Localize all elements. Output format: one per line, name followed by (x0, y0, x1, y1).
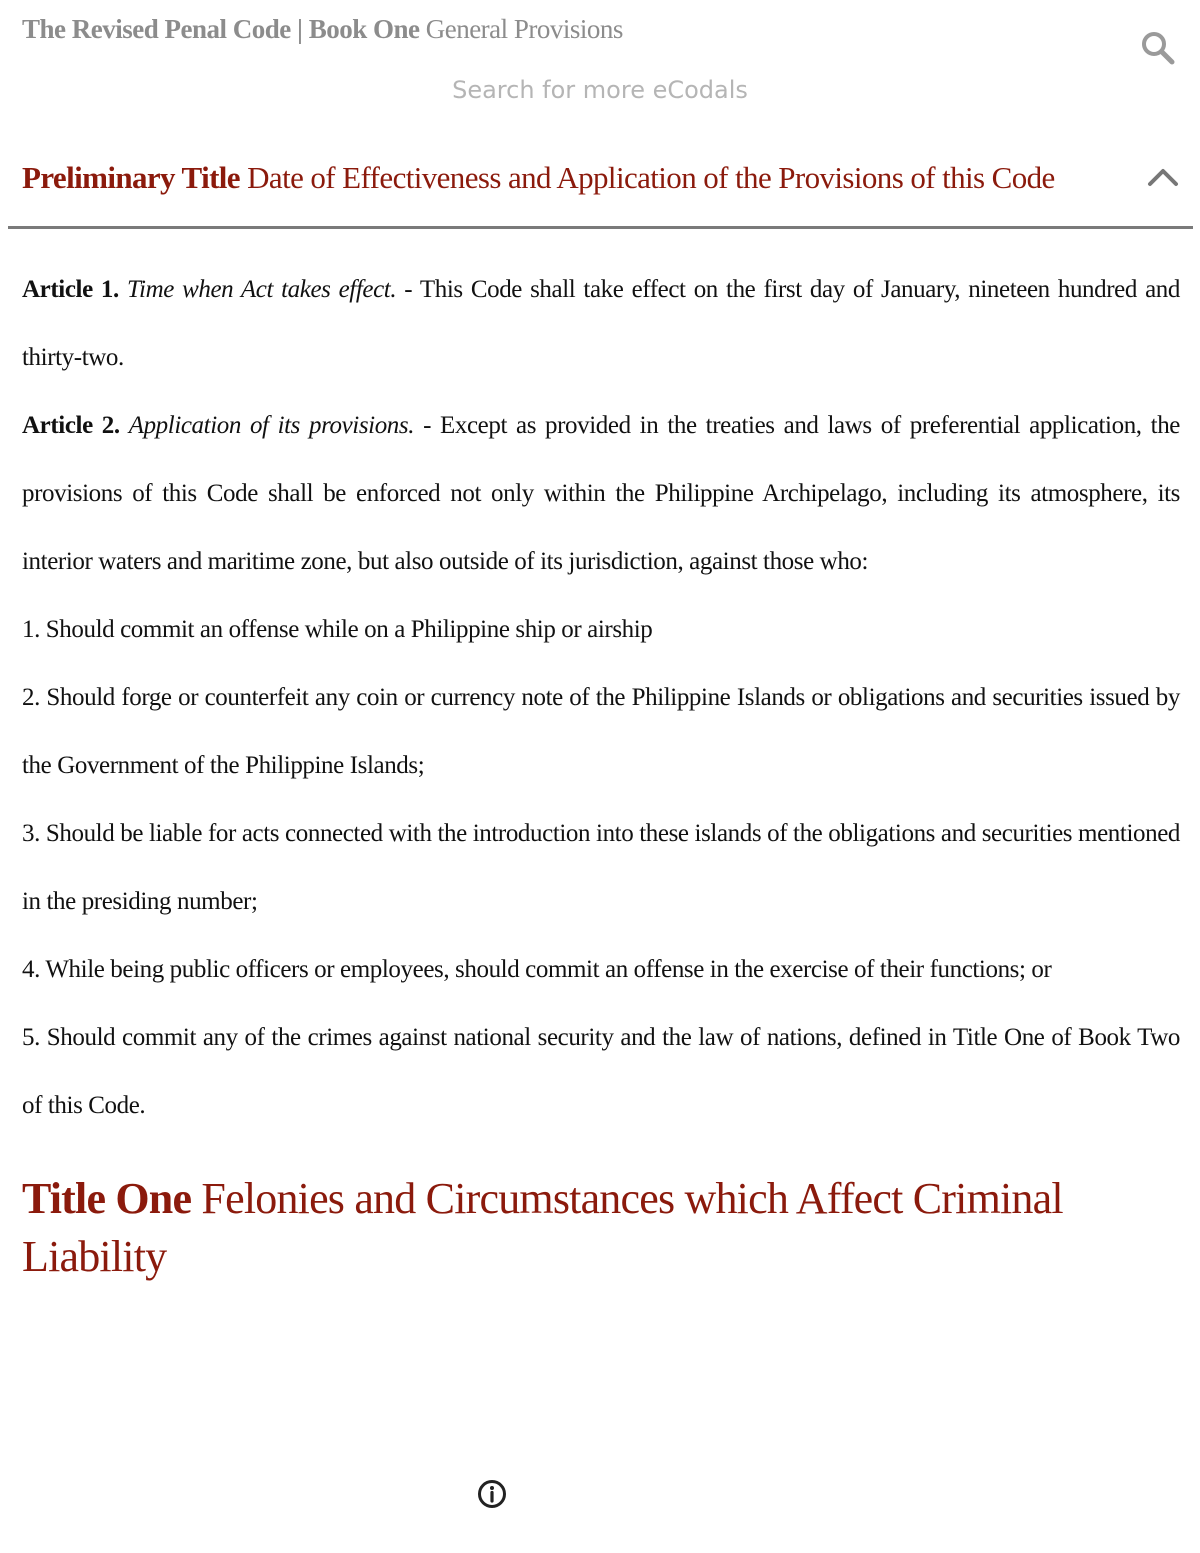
next-title-name: Felonies and Circumstances which Affect Criminal Liability (22, 1174, 1063, 1281)
list-item: 3. Should be liable for acts connected with the introduction into these islands of the obligations and securities mentioned in the presiding number; (22, 820, 1180, 915)
section-title (22, 160, 1055, 196)
article-text: - This Code shall take effect on the first day of January, nineteen hundred and thirty-two. (22, 276, 1180, 371)
next-title-label: Title One (22, 1174, 192, 1223)
info-icon[interactable] (476, 1478, 508, 1510)
section-name: Date of Effectiveness and Application of the Provisions of this Code (247, 160, 1055, 195)
article-heading: Time when Act takes effect. (126, 276, 397, 303)
article-number: Article 2. (22, 412, 120, 439)
article-content (22, 256, 1180, 1140)
breadcrumb-book[interactable]: General Provisions (425, 14, 623, 44)
chevron-up-icon[interactable] (1145, 162, 1181, 192)
article-number: Article 1. (22, 276, 119, 303)
section-header[interactable] (8, 148, 1193, 229)
article-1 (22, 256, 1180, 392)
list-item: 2. Should forge or counterfeit any coin or currency note of the Philippine Islands or obligations and securities issued by the Government of the Philippine Islands; (22, 684, 1180, 779)
article-text: - Except as provided in the treaties and laws of preferential application, the provisions of this Code shall be enforced not only within the Philippine Archipelago, including its atmosphere, its interior waters and maritime zone, but also outside of its jurisdiction, against those who: (22, 412, 1180, 575)
search-hint[interactable]: Search for more eCodals (452, 76, 748, 104)
section-label: Preliminary Title (22, 160, 240, 195)
list-item: 1. Should commit an offense while on a Philippine ship or airship (22, 616, 653, 643)
list-item: 5. Should commit any of the crimes against national security and the law of nations, defined in Title One of Book Two of this Code. (22, 1024, 1180, 1119)
article-heading: Application of its provisions. (128, 412, 415, 439)
next-title-heading[interactable] (22, 1170, 1162, 1286)
top-bar (0, 0, 1200, 120)
breadcrumb[interactable] (22, 14, 623, 45)
article-2 (22, 392, 1180, 596)
search-icon[interactable] (1140, 30, 1176, 66)
breadcrumb-code[interactable]: The Revised Penal Code | Book One (22, 14, 420, 44)
list-item: 4. While being public officers or employees, should commit an offense in the exercise of their functions; or (22, 956, 1052, 983)
